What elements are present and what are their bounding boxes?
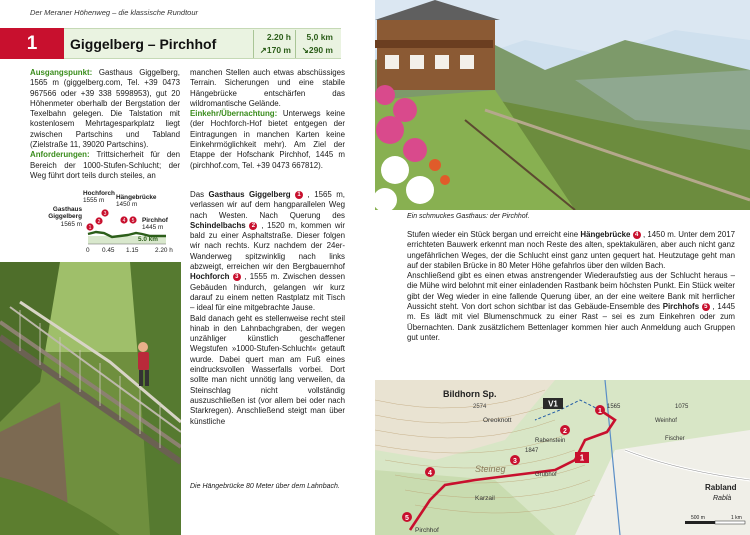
waypoint-badge-5: 5 bbox=[702, 303, 710, 311]
map-alt-1075: 1075 bbox=[675, 404, 689, 410]
route-distance: 5,0 km bbox=[295, 30, 337, 44]
route-desc-p1-t3: , 1520 m, kommen wir bald zu einer Asphaltstraße. Dieser folgen wir nach rechts. Kurz nachdem der 24er-Wanderweg spitzwinklig nach links abzweigt, erreichen wir den Bergbauernhof bbox=[190, 220, 345, 272]
route-desc-schindelbach: Schindelbachs bbox=[190, 220, 246, 230]
route-map bbox=[375, 380, 750, 535]
route-header bbox=[0, 28, 341, 59]
route-desc-p2: Bald danach geht es stellenweise recht steil hinab in den Lahnbachgraben, der wegen unzähliger künstlich geschaffener Wegstufen »1000-Stufen-Schlucht« getauft wurde. Dabei quert man am Fuß eines eindrucksvollen Wasserfalls vorbei. Dort sollte man nicht unnötig lang verweilen, da Steinschlag nicht vollständig auszuschließen ist (vor allem bei oder nach Starkregen). Anschließend steigt man über künstliche bbox=[190, 313, 345, 426]
route-desc-p3 bbox=[407, 230, 735, 271]
route-desc-pirchhof: Pirchhofs bbox=[662, 302, 700, 312]
suspension-bridge-illustration bbox=[0, 262, 181, 535]
profile-pirchhof-alt: 1445 m bbox=[142, 224, 164, 232]
map-label-oreoknott: Oreoknott bbox=[483, 417, 512, 424]
stop-text: Unterwegs keine (der Hochforch-Hof bietet entgegen der Eintragungen in manchen Karten keine Einkehrmöglichkeit mehr). Am Ziel der Etappe der Hofschank Pirchhof, 1445 m (pirchhof.com, Tel. +39 0473 667812). bbox=[190, 109, 345, 170]
right-page bbox=[375, 0, 750, 535]
route-desc-p1-t4: , 1555 m. Zwischen dessen Gebäuden hindurch, gelangen wir kurz darauf zu einem netten Rastplatz mit Tisch – ideal für eine mitgebrachte Jause. bbox=[190, 272, 345, 313]
map-scale-1km: 1 km bbox=[731, 515, 742, 521]
map-wp-5: 5 bbox=[405, 515, 409, 522]
map-label-grubhof: Grubhof bbox=[535, 472, 557, 478]
profile-hochforch-alt: 1555 m bbox=[83, 197, 105, 205]
profile-hochforch-name: Hochforch bbox=[83, 190, 115, 197]
map-label-fischer: Fischer bbox=[665, 436, 685, 442]
map-peak-label: Bildhorn Sp. bbox=[443, 389, 497, 399]
profile-label-hochforch bbox=[83, 190, 115, 205]
route-desc-p3-t2: , 1450 m. Unter dem 2017 errichteten Bauwerk erkennt man noch Reste des alten, spektakulären, aber auch nicht ganz ungefährlichen Weges, der die Schlucht einst ganz unten gequert hat. Heutzutage geht man auf der stabilen Brücke in 80 Meter Höhe gefahrlos über den wilden Bach. bbox=[407, 230, 735, 270]
route-desc-haengebruecke: Hängebrücke bbox=[580, 230, 631, 239]
pirchhof-illustration bbox=[375, 0, 750, 210]
profile-wp-3-num: 3 bbox=[103, 211, 107, 218]
waypoint-badge-3: 3 bbox=[233, 273, 241, 281]
profile-time-0: 0 bbox=[86, 247, 90, 254]
profile-wp-5-num: 5 bbox=[131, 218, 135, 225]
profile-time-2: 1.15 bbox=[126, 247, 139, 254]
waypoint-badge-4: 4 bbox=[633, 231, 641, 239]
map-alt-1847: 1847 bbox=[525, 448, 539, 454]
route-map-graphic bbox=[375, 380, 750, 535]
requirements-label: Anforderungen: bbox=[30, 150, 90, 160]
route-ascent: ↗170 m bbox=[253, 44, 295, 58]
map-wp-2: 2 bbox=[563, 428, 567, 435]
profile-distance: 5.0 km bbox=[138, 236, 158, 243]
waypoint-badge-2: 2 bbox=[249, 222, 257, 230]
running-head: Der Meraner Höhenweg – die klassische Rundtour bbox=[30, 8, 199, 17]
route-desc-p4 bbox=[407, 271, 735, 343]
start-label: Ausgangspunkt: bbox=[30, 68, 93, 77]
profile-label-pirchhof bbox=[142, 217, 168, 232]
profile-time-1: 0.45 bbox=[102, 247, 115, 254]
requirements-cont: manchen Stellen auch etwas abschüssiges Terrain. Sicherungen und eine stabile Hängebrücke entschärfen das wildromantische Gelände. bbox=[190, 68, 345, 108]
map-label-rabla: Rablà bbox=[713, 495, 732, 502]
info-column-1 bbox=[30, 68, 180, 181]
route-number: 1 bbox=[0, 28, 64, 59]
profile-label-bridge bbox=[116, 194, 157, 209]
info-column-2 bbox=[190, 68, 345, 171]
map-label-weinhof: Weinhof bbox=[655, 418, 677, 424]
route-desc-hochforch: Hochforch bbox=[190, 272, 230, 282]
stop-label: Einkehr/Übernachtung: bbox=[190, 109, 278, 119]
profile-bridge-name: Hängebrücke bbox=[116, 194, 157, 201]
profile-giggelberg-name: Gasthaus Giggelberg bbox=[48, 206, 82, 221]
start-paragraph bbox=[30, 68, 180, 150]
map-label-rabenstein: Rabenstein bbox=[535, 438, 566, 444]
map-label-pirchhof: Pirchhof bbox=[415, 527, 439, 534]
waypoint-badge-1: 1 bbox=[295, 191, 303, 199]
route-desc-p4-t3: Anschließend gibt es einen etwas anstrengender Wiederaufstieg aus der Schlucht heraus – die Mühe wird belohnt mit einer einladenden Rastbank beim höchsten Punkt. Ein Stück weiter gibt der Weg wieder in eine fallende Querung über, an der eine weitere Bank mit herrlicher Aussicht steht. Von dort schon sichtbar ist das Gebäude-Ensemble des bbox=[407, 271, 735, 312]
profile-bridge-alt: 1450 m bbox=[116, 201, 138, 209]
map-wp-1: 1 bbox=[598, 408, 602, 415]
route-time: 2.20 h bbox=[253, 30, 295, 44]
route-desc-p1-t1: Das bbox=[190, 190, 209, 199]
route-desc-p3-t1: Stufen wieder ein Stück bergan und erreicht eine bbox=[407, 230, 581, 239]
map-label-steinegg: Steineg bbox=[475, 464, 506, 474]
stop-paragraph bbox=[190, 109, 345, 171]
route-description-left bbox=[190, 190, 345, 427]
route-desc-p1-t2: , 1565 m, verlassen wir auf dem hangparallelen Weg nach Westen. Nach Querung des bbox=[190, 190, 345, 220]
route-desc-giggelberg: Gasthaus Giggelberg bbox=[208, 190, 291, 199]
map-wp-3: 3 bbox=[513, 458, 517, 465]
route-desc-p4-t4: , 1445 m. Es lädt mit viel Blumenschmuck zu einer Rast – sei es zum Einkehren oder zum Übernachten. Dank zusätzlichem Bettenlager kommen hier auch Anmeldung auch Gruppen gut unter. bbox=[407, 302, 735, 342]
route-description-right bbox=[407, 230, 735, 343]
map-label-rabland: Rabland bbox=[705, 483, 737, 492]
profile-wp-1-num: 1 bbox=[88, 225, 92, 232]
profile-time-3: 2.20 h bbox=[155, 247, 173, 254]
map-wp-4: 4 bbox=[428, 470, 432, 477]
map-start-tag: 1 bbox=[579, 453, 585, 463]
requirements-text: Trittsicherheit für den Bereich der 1000-Stufen-Schlucht; der Weg führt dort teils durch steiles, an bbox=[30, 150, 180, 180]
start-text: Gasthaus Giggelberg, 1565 m (giggelberg.com, Tel. +39 0473 967566 oder +39 338 5998953), gut 20 Höhenmeter oberhalb der Bergstation der Texelbahn gelegen. Die Talstation mit kostenlosem Mehrtagesparkplatz liegt zwischen Partschins und Tabland (Zielstraße 11, 39020 Partschins). bbox=[30, 68, 180, 150]
map-scale-500: 500 m bbox=[691, 515, 705, 521]
profile-wp-4-num: 4 bbox=[122, 218, 126, 225]
route-stats bbox=[253, 30, 337, 58]
profile-giggelberg-alt: 1565 m bbox=[60, 220, 82, 228]
suspension-bridge-photo bbox=[0, 262, 181, 535]
elevation-profile bbox=[30, 190, 180, 258]
map-alt-2574: 2574 bbox=[473, 404, 487, 410]
caption-bridge: Die Hängebrücke 80 Meter über dem Lahnbach. bbox=[190, 483, 340, 490]
route-desc-p1 bbox=[190, 190, 345, 314]
map-alt-1565: 1565 bbox=[607, 404, 621, 410]
pirchhof-photo bbox=[375, 0, 750, 210]
profile-wp-2-num: 2 bbox=[97, 219, 101, 226]
route-title-bar bbox=[64, 28, 341, 59]
profile-pirchhof-name: Pirchhof bbox=[142, 217, 168, 224]
route-title: Giggelberg – Pirchhof bbox=[70, 35, 217, 52]
requirements-paragraph bbox=[30, 150, 180, 181]
caption-pirchhof: Ein schmuckes Gasthaus: der Pirchhof. bbox=[407, 213, 530, 220]
map-route-tag: V1 bbox=[548, 399, 558, 409]
profile-label-giggelberg bbox=[30, 206, 82, 228]
route-descent: ↘290 m bbox=[295, 44, 337, 58]
map-label-karzail: Karzail bbox=[475, 495, 495, 502]
